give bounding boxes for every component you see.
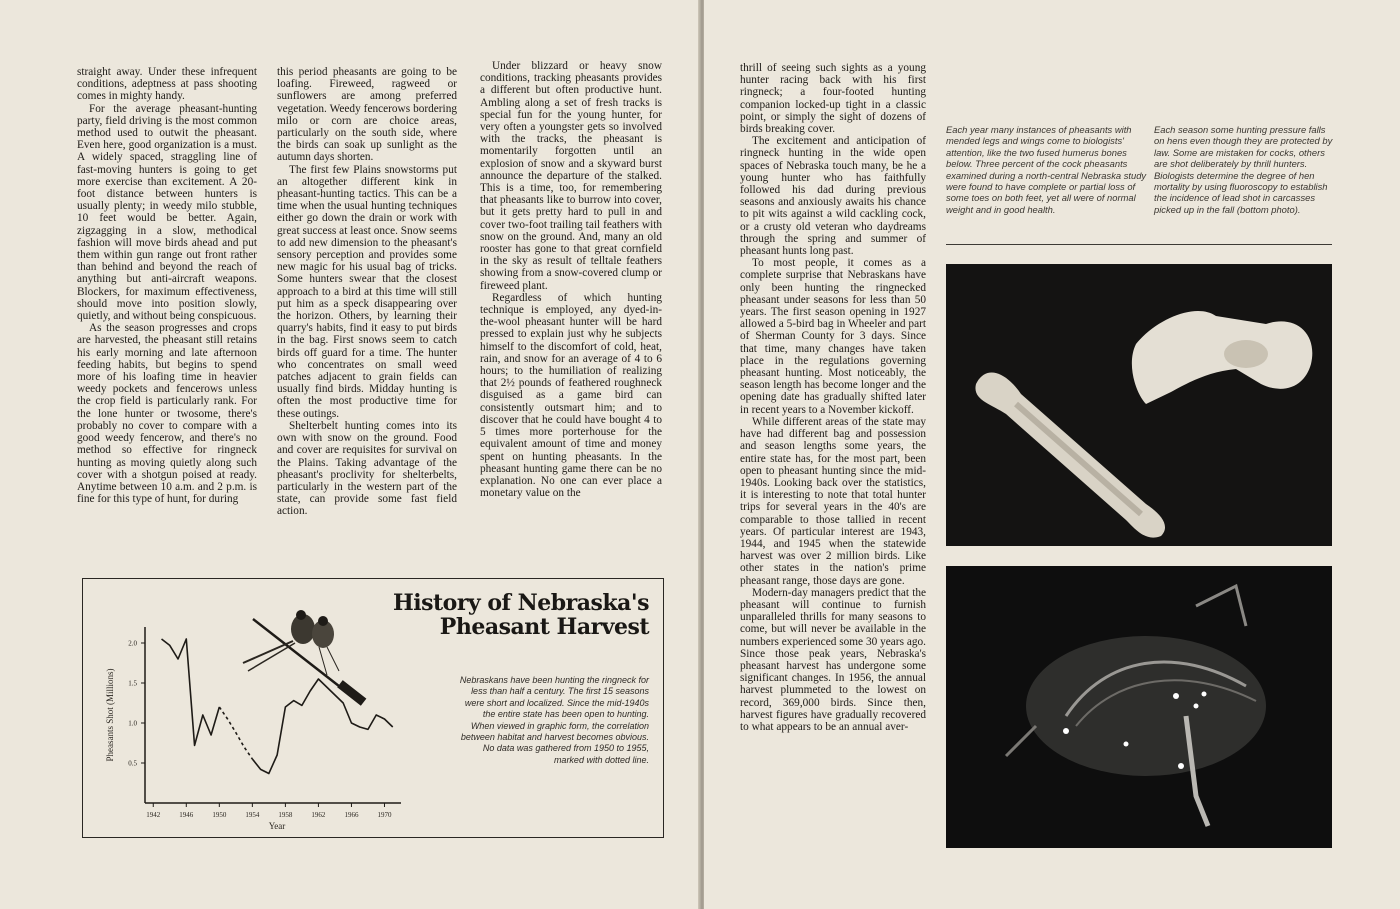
bones-image: [946, 264, 1332, 546]
fluoroscopy-xray-photo: [946, 566, 1332, 848]
right-page: [704, 0, 1400, 909]
y-tick-label: 2.0: [128, 639, 137, 648]
chart-title-line-1: History of Nebraska's: [392, 590, 649, 616]
right-column-1: [740, 62, 926, 733]
xray-image: [946, 566, 1332, 848]
photo-caption-right: Each season some hunting pressure falls on hens even though they are protected by law. Some are mistaken for cocks, others are shot deliberately by thrill hunters. Biologists determine the degree of hen mortality by using fluoroscopy to establish the incidence of lead shot in carcasses picked up in the fall (bottom photo).: [1154, 124, 1333, 215]
y-axis-label: Pheasants Shot (Millions): [105, 668, 115, 762]
x-tick-label: 1958: [278, 811, 293, 819]
paragraph: For the average pheasant-hunting party, field driving is the most common method used to outwit the pheasant. Even here, good organization is a must. A widely spaced, straggling line of fast-moving hunters is going to get more exercise than excitement. A 20-foot distance between hunters is usually plenty; in weedy milo stubble, 10 feet would be better. Again, zigzagging in a slow, methodical fashion will move birds ahead and put them within gun range out front rather than behind and beyond the reach of anything but anti-aircraft weapons. Blockers, for maximum effectiveness, should move into position slowly, quietly, and without being conspicuous.: [77, 102, 257, 323]
left-column-1: [77, 66, 257, 505]
paragraph: Under blizzard or heavy snow conditions, tracking pheasants provides a different but often productive hunt. Ambling along a set of fresh tracks is special fun for the young hunter, for very often a youngster gets so involved with the tracks, the pheasant is momentarily forgotten until an explosion of snow and a skyward burst announce the departure of the stalked. This is a time, too, for remembering that pheasants like to burrow into cover, but it gets pretty hard to pull in and cover two-foot trailing tail feathers with snow on the ground. And, many an old rooster has gone to that great cornfield in the sky as result of telltale feathers showing from a snow-covered clump or fireweed plant.: [480, 60, 662, 292]
harvest-chart-box: [82, 578, 664, 838]
y-tick-label: 1.5: [128, 679, 137, 688]
left-column-2: [277, 66, 457, 518]
photo-caption-left: Each year many instances of pheasants with mended legs and wings come to biologists' attention, like the two fused humerus bones below. Three percent of the cock pheasants examined during a north-central Nebraska study were found to have complete or partial loss of some toes on both feet, yet all were of normal weight and in good health.: [946, 124, 1147, 215]
x-axis-label: Year: [268, 821, 286, 831]
x-tick-label: 1946: [179, 811, 194, 819]
harvest-series-line: [162, 639, 220, 745]
chart-caption: Nebraskans have been hunting the ringneck for less than half a century. The first 15 seasons were short and localized. Since the mid-1940s the entire state has been open to hunting. When viewed in graphic form, the correlation between habitat and harvest becomes obvious. No data was gathered from 1950 to 1955, marked with dotted line.: [459, 675, 649, 765]
paragraph: To most people, it comes as a complete surprise that Nebraskans have only been hunting the ringnecked pheasant under seasons for less than 50 years. The first season opening in 1927 allowed a 5-bird bag in Wheeler and part of Sherman County for 3 days. Since that time, many changes have taken place in the regulations governing pheasant hunting. Most noticeably, the season length has become longer and the opening date has gradually shifted later in recent years to a November kickoff.: [740, 257, 926, 416]
paragraph: this period pheasants are going to be loafing. Fireweed, ragweed or sunflowers are among preferred vegetation. Weedy fencerows bordering milo or corn are choice areas, particularly on the south side, where the birds can soak up sunlight as the autumn days shorten.: [277, 66, 457, 164]
x-tick-label: 1962: [311, 811, 326, 819]
x-tick-label: 1942: [146, 811, 161, 819]
paragraph: Modern-day managers predict that the pheasant will continue to furnish unparalleled thrills for many seasons to come, but will never be available in the numbers experienced some 30 years ago. Since those peak years, Nebraska's pheasant harvest has undergone some significant changes. In 1956, the annual harvest plummeted to the lowest on record, 369,000 birds. Since then, harvest figures have gradually recovered to what appears to be an annual aver-: [740, 586, 926, 733]
x-tick-label: 1950: [212, 811, 227, 819]
paragraph: Shelterbelt hunting comes into its own with snow on the ground. Food and cover are requisites for survival on the Plains. Taking advantage of the pheasant's proclivity for shelterbelts, particularly in the western part of the state, can provide some fast field action.: [277, 419, 457, 518]
paragraph: Regardless of which hunting technique is employed, any dyed-in-the-wool pheasant hunter will be hard pressed to explain just why he subjects himself to the discomfort of cold, heat, rain, and snow for an average of 4 to 6 hours; to the humiliation of realizing that 2½ pounds of feathered roughneck disguised as a game bird can consistently outsmart him; and to discover that he could have bought 4 to 5 times more porterhouse for the equivalent amount of time and money spent on hunting pheasants. In the pheasant hunting game there can be no explanation. No one can ever place a monetary value on the: [480, 291, 662, 500]
paragraph: straight away. Under these infrequent conditions, adeptness at pass shooting comes in mighty handy.: [77, 66, 257, 103]
paragraph: As the season progresses and crops are harvested, the pheasant still retains his early morning and late afternoon feeding habits, but begins to spend more of his loafing time in heavier weedy pockets and fencerows unless the crop field is particularly rank. For the lone hunter or twosome, there's probably no cover to compare with a good weedy fencerow, and there's no method so effective for ringneck hunting as moving quietly along such cover with a shotgun poised at ready. Anytime between 10 a.m. and 2 p.m. is fine for this type of hunt, for during: [77, 322, 257, 506]
paragraph: While different areas of the state may have had different bag and possession and season lengths some years, the entire state has, for the most part, been open to pheasant hunting since the mid-1940s. Looking back over the statistics, it is interesting to note that total hunter trips for several years in the 40's are comparable to those tallied in recent years. Of particular interest are 1943, 1944, and 1945 when the statewide harvest was over 2 million birds. Like other states in the nation's prime pheasant range, those days are gone.: [740, 415, 926, 587]
x-tick-label: 1954: [245, 811, 260, 819]
x-tick-label: 1966: [344, 811, 359, 819]
no-data-dotted-line: [219, 707, 252, 759]
x-tick-label: 1970: [377, 811, 392, 819]
harvest-series-line: [252, 679, 392, 773]
y-tick-label: 0.5: [128, 759, 137, 768]
humerus-bones-photo: [946, 264, 1332, 546]
caption-divider: [946, 244, 1332, 245]
pheasant-gun-illustration: [243, 610, 366, 706]
paragraph: The excitement and anticipation of ringneck hunting in the wide open spaces of Nebraska touch many, be he a young hunter who has faithfully followed his dad during previous seasons and anxiously awaits his chance to pit wits against a wild cackling cock, or a crusty old veteran who daydreams through the spring and summer of pheasant hunts long past.: [740, 135, 926, 258]
chart-title-line-2: Pheasant Harvest: [439, 614, 649, 640]
harvest-line-chart: [83, 579, 663, 837]
paragraph: The first few Plains snowstorms put an altogether different kink in pheasant-hunting tactics. This can be a time when the usual hunting techniques either go down the drain or work with great success at least once. Snow seems to add new dimension to the pheasant's sensory perception and provides some new magic for his usual bag of tricks. Some hunters swear that the closest approach to a bird at this time will still put him as a speck disappearing over the horizon. Others, by learning their quarry's habits, find it easy to put birds in the bag. First snows seem to catch birds off guard for a time. The hunter who concentrates on small weed patches adjacent to grain fields can usually find birds. Midday hunting is often the most productive time for these outings.: [277, 163, 457, 420]
y-tick-label: 1.0: [128, 719, 137, 728]
left-column-3: [480, 60, 662, 499]
paragraph: thrill of seeing such sights as a young hunter racing back with his first ringneck; a four-footed hunting companion locked-up tight in a classic point, or simply the sight of dozens of birds breaking cover.: [740, 62, 926, 136]
